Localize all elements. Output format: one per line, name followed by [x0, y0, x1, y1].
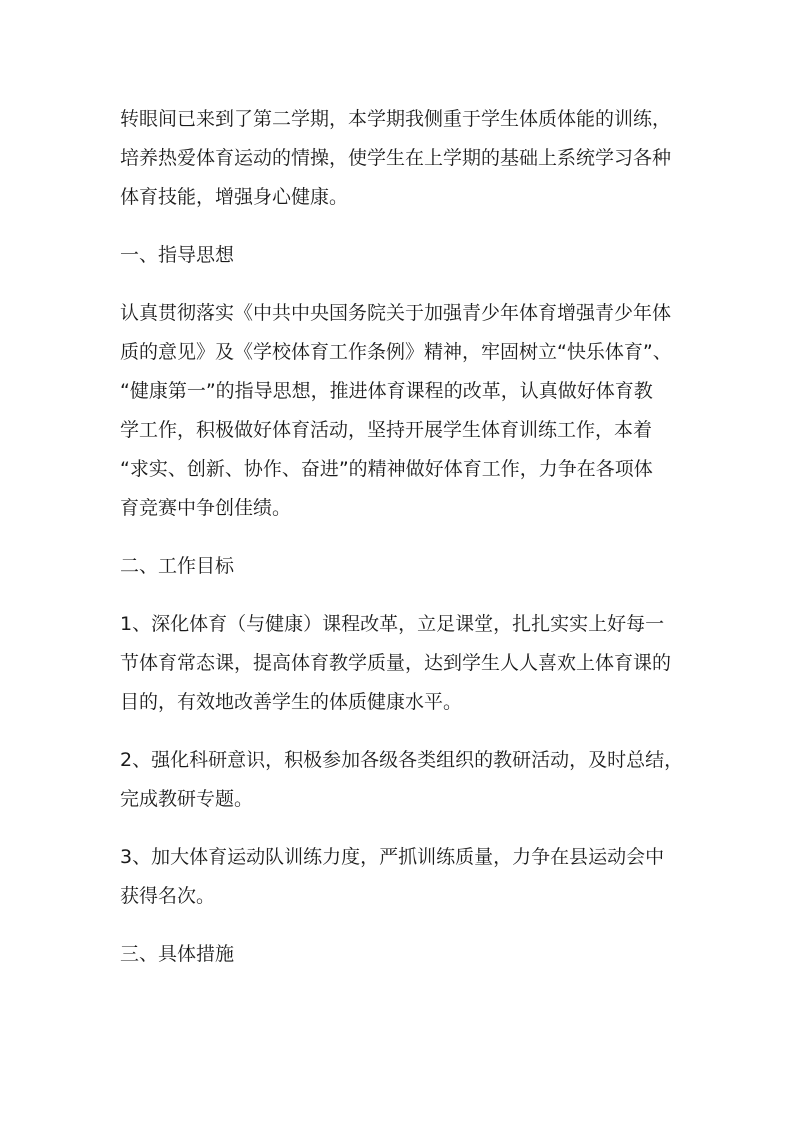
text-line: 质的意见》及《学校体育工作条例》精神，牢固树立“快乐体育”、 — [120, 341, 672, 363]
document-body — [120, 100, 684, 993]
text-line: 目的，有效地改善学生的体质健康水平。 — [120, 691, 463, 713]
text-line: 节体育常态课，提高体育教学质量，达到学生人人喜欢上体育课的 — [120, 652, 672, 674]
text-line: 获得名次。 — [120, 885, 216, 907]
text-line: “健康第一”的指导思想，推进体育课程的改革，认真做好体育教 — [120, 380, 653, 402]
text-line: 3、加大体育运动队训练力度，严抓训练质量，力争在县运动会中 — [120, 846, 665, 868]
guiding-thought-paragraph — [120, 294, 680, 528]
text-line: 培养热爱体育运动的情操，使学生在上学期的基础上系统学习各种 — [120, 147, 672, 169]
text-line: 育竞赛中争创佳绩。 — [120, 497, 292, 519]
text-line: 体育技能，增强身心健康。 — [120, 186, 349, 208]
text-line: 2、强化科研意识，积极参加各级各类组织的教研活动，及时总结， — [120, 749, 684, 771]
text-line: 1、深化体育（与健康）课程改革，立足课堂，扎扎实实上好每一 — [120, 613, 665, 635]
text-line: “求实、创新、协作、奋进”的精神做好体育工作，力争在各项体 — [120, 458, 653, 480]
intro-paragraph — [120, 100, 680, 217]
text-line: 学工作，积极做好体育活动，坚持开展学生体育训练工作，本着 — [120, 419, 653, 441]
text-line: 完成教研专题。 — [120, 788, 254, 810]
goal-item-1 — [120, 605, 680, 722]
goal-item-3 — [120, 838, 680, 916]
text-line: 认真贯彻落实《中共中央国务院关于加强青少年体育增强青少年体 — [120, 302, 672, 324]
section-heading-specific-measures: 三、具体措施 — [120, 943, 235, 965]
section-heading-work-goals: 二、工作目标 — [120, 555, 235, 577]
goal-item-2 — [120, 741, 684, 819]
section-heading-guiding-thought: 一、指导思想 — [120, 244, 235, 266]
text-line: 转眼间已来到了第二学期，本学期我侧重于学生体质体能的训练， — [120, 108, 672, 130]
